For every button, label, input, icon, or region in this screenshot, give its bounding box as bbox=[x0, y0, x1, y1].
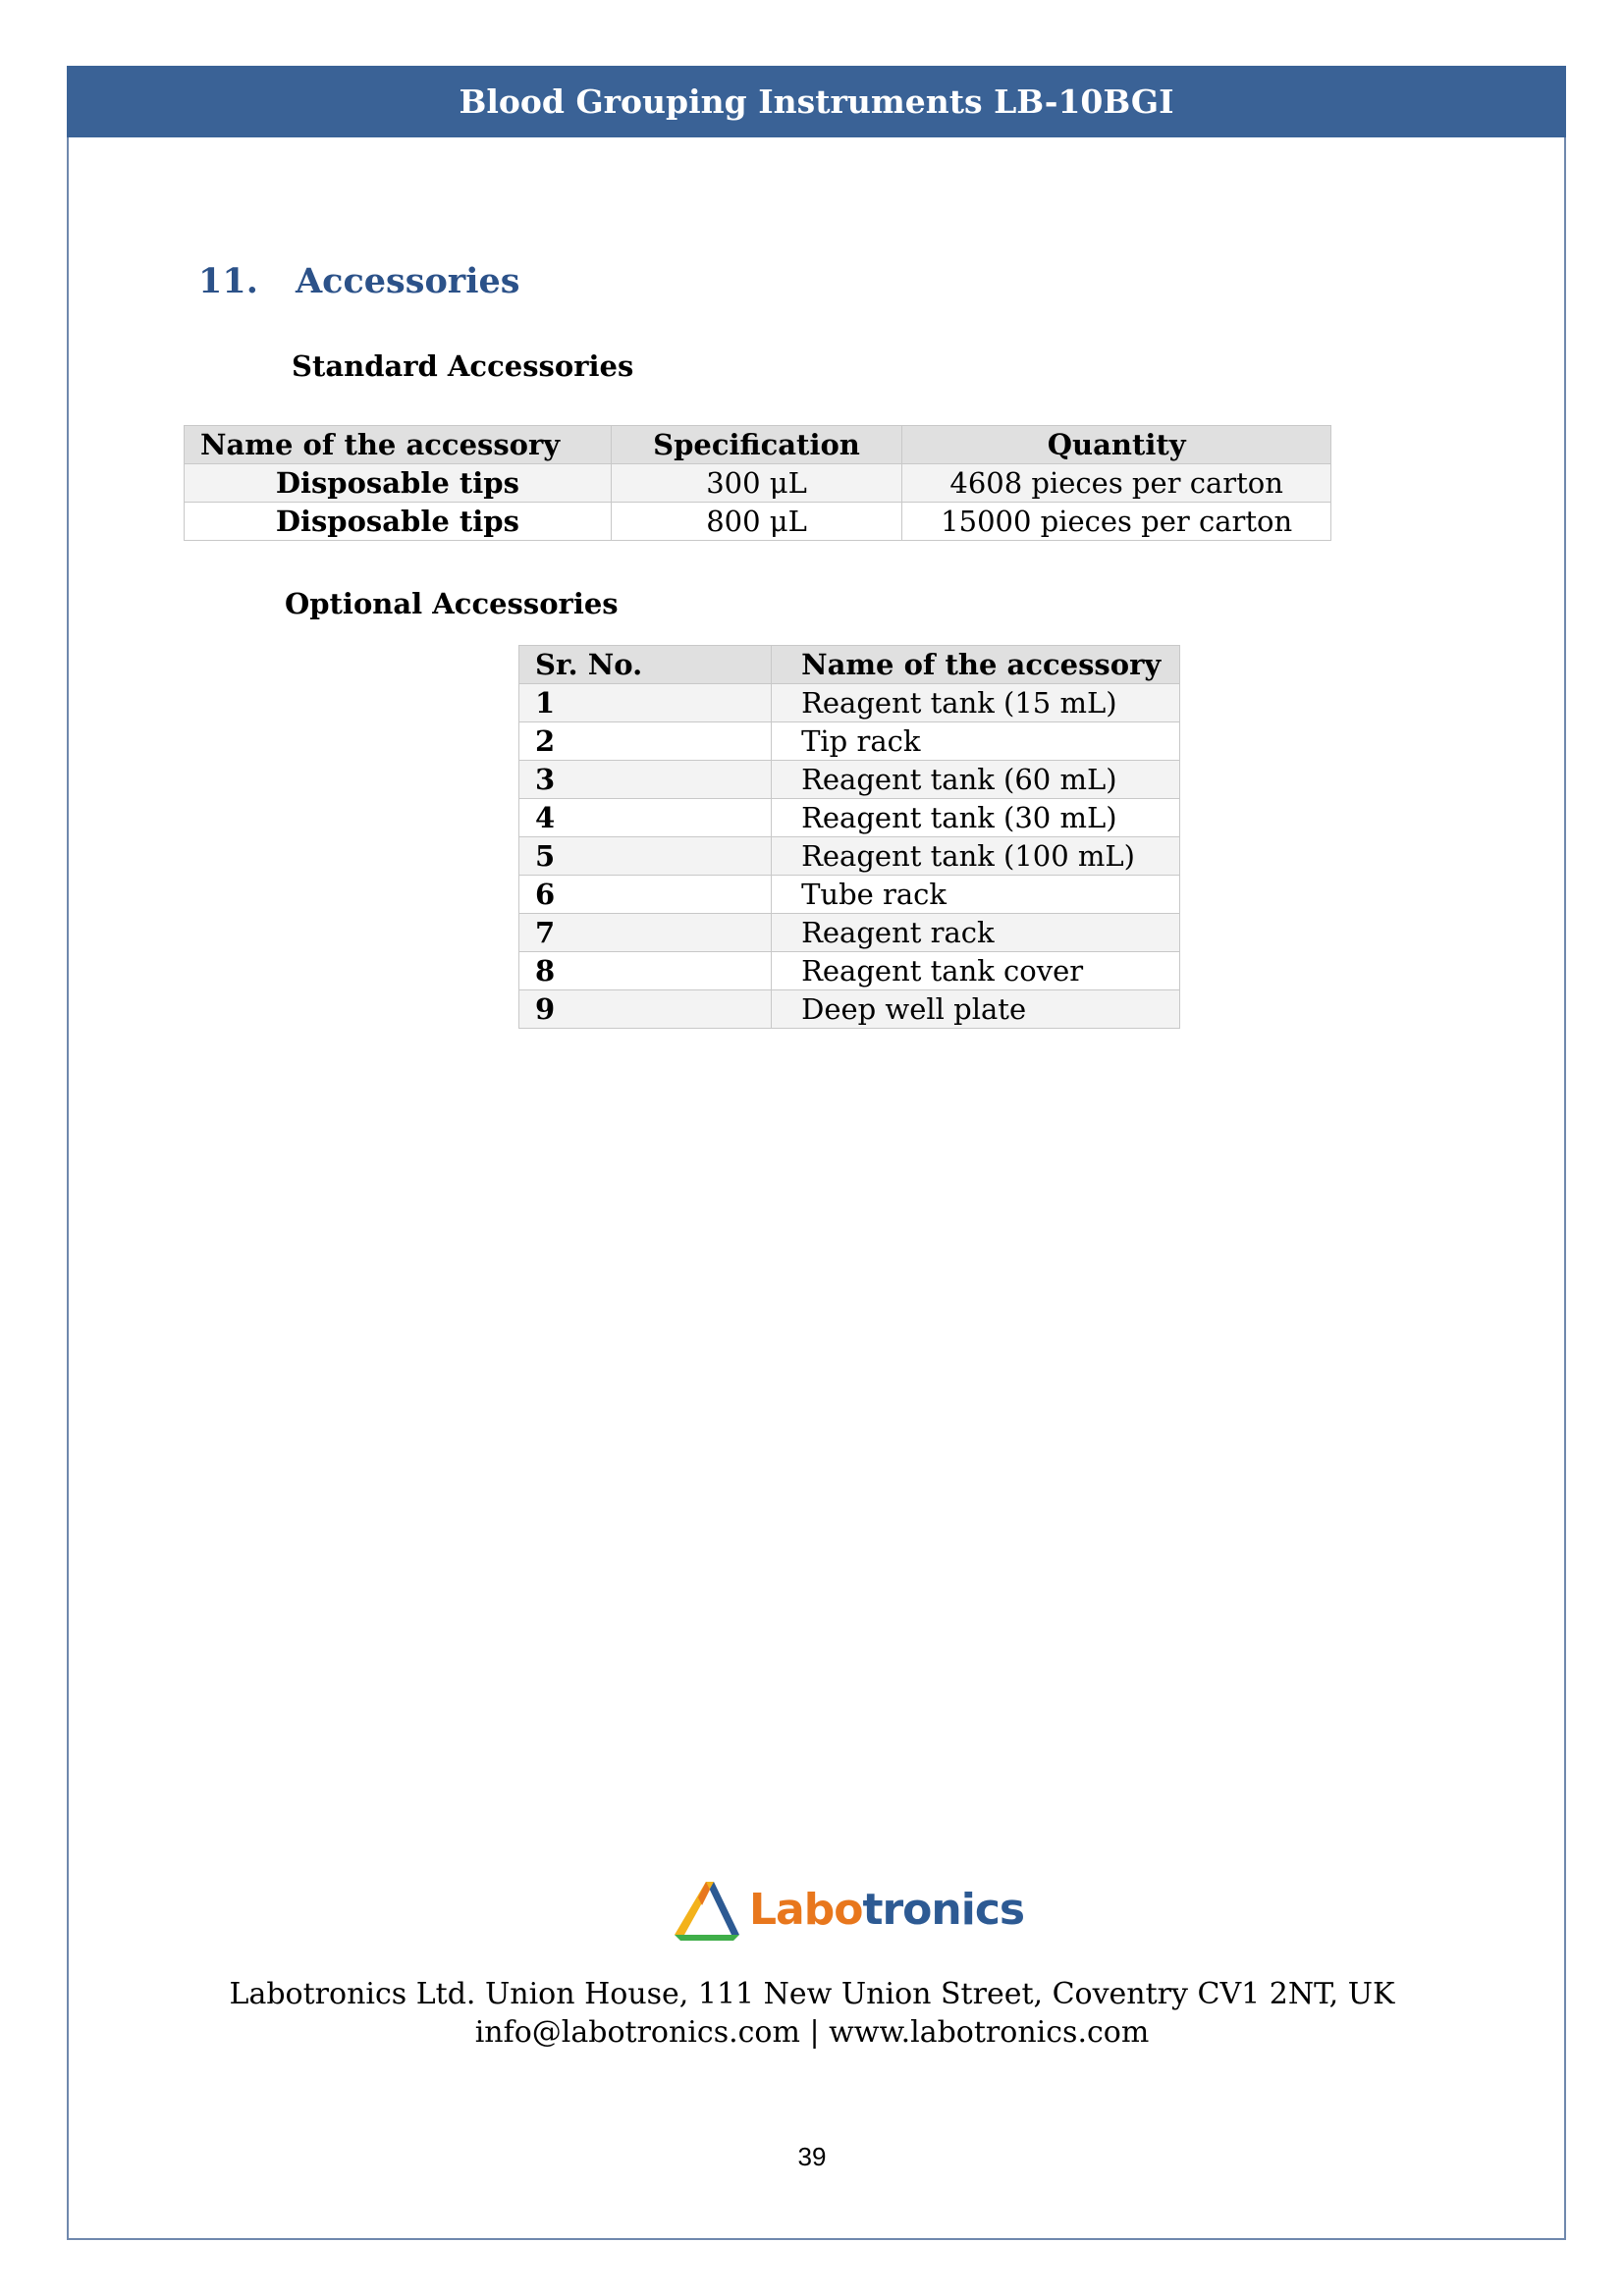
column-header: Quantity bbox=[902, 426, 1331, 464]
page-header bbox=[67, 66, 1566, 137]
table-row bbox=[519, 761, 1180, 799]
table-row bbox=[519, 990, 1180, 1029]
optional-accessories-heading: Optional Accessories bbox=[285, 587, 619, 620]
logo-wordmark: Labotronics bbox=[749, 1884, 1025, 1935]
accessory-name: Reagent tank (30 mL) bbox=[772, 799, 1180, 837]
serial-number: 4 bbox=[519, 799, 772, 837]
table-row bbox=[185, 503, 1331, 541]
accessory-name: Deep well plate bbox=[772, 990, 1180, 1029]
accessory-quantity: 15000 pieces per carton bbox=[902, 503, 1331, 541]
table-row bbox=[185, 464, 1331, 503]
accessory-quantity: 4608 pieces per carton bbox=[902, 464, 1331, 503]
section-title: Accessories bbox=[296, 261, 520, 301]
standard-accessories-heading: Standard Accessories bbox=[292, 349, 634, 383]
table-header-row bbox=[519, 646, 1180, 684]
accessory-spec: 800 μL bbox=[611, 503, 902, 541]
column-header: Sr. No. bbox=[519, 646, 772, 684]
table-row bbox=[519, 837, 1180, 876]
serial-number: 7 bbox=[519, 914, 772, 952]
table-row bbox=[519, 952, 1180, 990]
table-row bbox=[519, 799, 1180, 837]
accessory-name: Disposable tips bbox=[185, 503, 612, 541]
accessory-name: Tip rack bbox=[772, 722, 1180, 761]
accessory-name: Disposable tips bbox=[185, 464, 612, 503]
serial-number: 2 bbox=[519, 722, 772, 761]
table-row bbox=[519, 876, 1180, 914]
standard-accessories-table bbox=[184, 425, 1331, 541]
serial-number: 9 bbox=[519, 990, 772, 1029]
serial-number: 5 bbox=[519, 837, 772, 876]
column-header: Name of the accessory bbox=[772, 646, 1180, 684]
table-row bbox=[519, 722, 1180, 761]
footer-contact: info@labotronics.com | www.labotronics.com bbox=[474, 2015, 1150, 2050]
page-number: 39 bbox=[797, 2142, 827, 2171]
labotronics-logo bbox=[671, 1878, 1024, 1941]
table-row bbox=[519, 684, 1180, 722]
accessory-spec: 300 μL bbox=[611, 464, 902, 503]
accessory-name: Tube rack bbox=[772, 876, 1180, 914]
serial-number: 6 bbox=[519, 876, 772, 914]
section-heading bbox=[198, 261, 520, 301]
serial-number: 3 bbox=[519, 761, 772, 799]
accessory-name: Reagent rack bbox=[772, 914, 1180, 952]
column-header: Name of the accessory bbox=[185, 426, 612, 464]
table-row bbox=[519, 914, 1180, 952]
accessory-name: Reagent tank (15 mL) bbox=[772, 684, 1180, 722]
header-title: Blood Grouping Instruments LB-10BGI bbox=[459, 82, 1174, 121]
serial-number: 1 bbox=[519, 684, 772, 722]
accessory-name: Reagent tank (60 mL) bbox=[772, 761, 1180, 799]
section-number: 11. bbox=[198, 261, 258, 301]
triangle-logo-icon bbox=[671, 1878, 741, 1941]
footer-address: Labotronics Ltd. Union House, 111 New Union Street, Coventry CV1 2NT, UK bbox=[229, 1977, 1395, 2011]
accessory-name: Reagent tank (100 mL) bbox=[772, 837, 1180, 876]
table-header-row bbox=[185, 426, 1331, 464]
serial-number: 8 bbox=[519, 952, 772, 990]
accessory-name: Reagent tank cover bbox=[772, 952, 1180, 990]
column-header: Specification bbox=[611, 426, 902, 464]
optional-accessories-table bbox=[518, 645, 1180, 1029]
